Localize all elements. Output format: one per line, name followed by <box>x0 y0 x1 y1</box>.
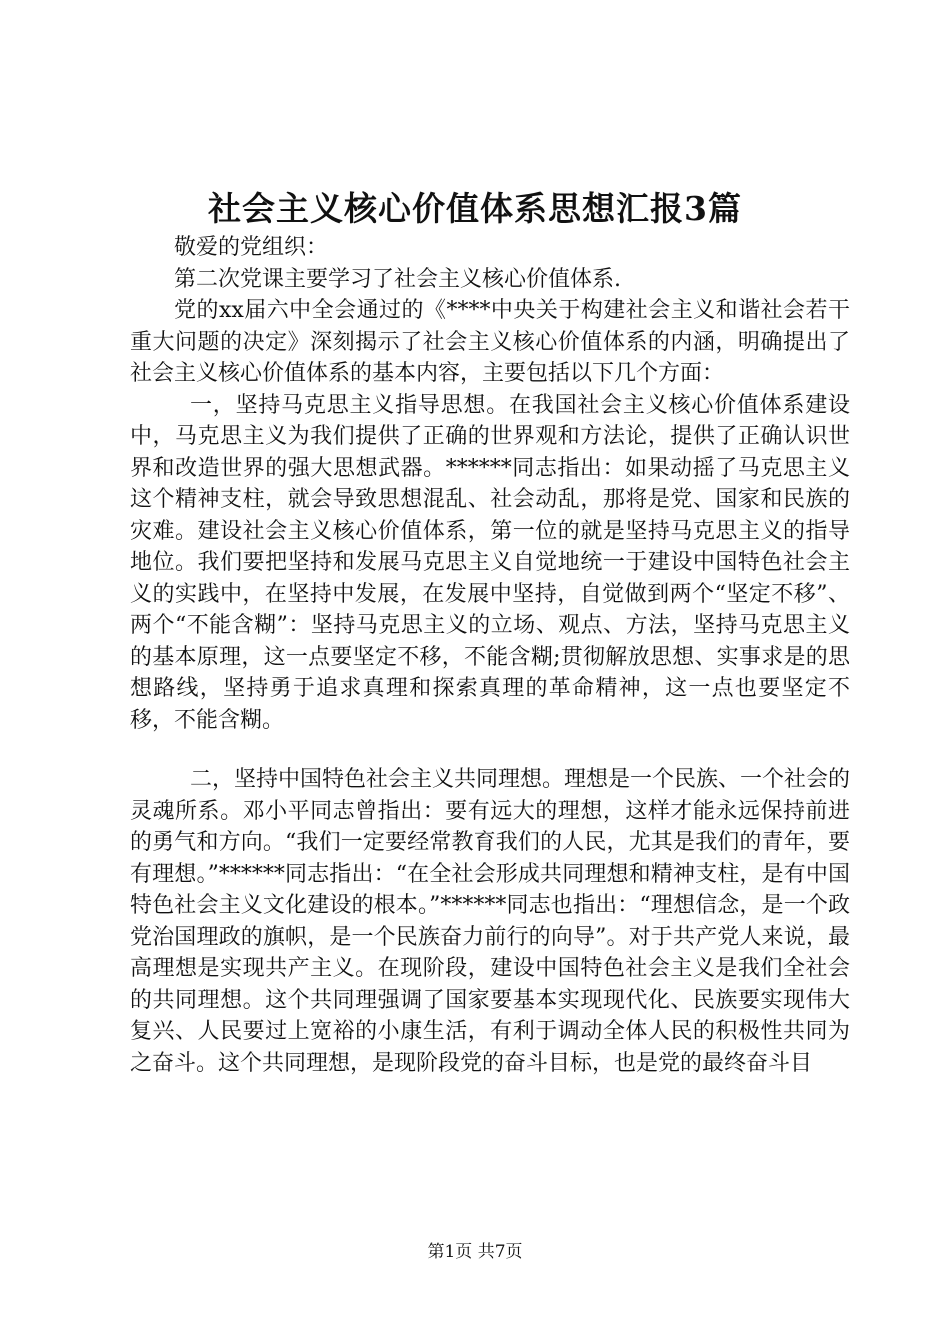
document-title: 社会主义核心价值体系思想汇报3篇 <box>208 189 742 228</box>
document-body <box>130 232 850 1079</box>
page-number: 第1页 共7页 <box>427 1242 523 1262</box>
paragraph-intro: 第二次党课主要学习了社会主义核心价值体系. <box>174 266 621 292</box>
paragraph-point-two: 二，坚持中国特色社会主义共同理想。理想是一个民族、一个社会的灵魂所系。邓小平同志曾指出：要有远大的理想，这样才能永远保持前进的勇气和方向。“我们一定要经常教育我们的人民，尤其是我们的青年，要有理想。”******同志指出：“在全社会形成共同理想和精神支柱，是有中国特色社会主义文化建设的根本。”******同志也指出：“理想信念，是一个政党治国理政的旗帜，是一个民族奋力前行的向导”。对于共产党人来说，最高理想是实现共产主义。在现阶段，建设中国特色社会主义是我们全社会的共同理想。这个共同理强调了国家要基本实现现代化、民族要实现伟大复兴、人民要过上宽裕的小康生活，有利于调动全体人民的积极性共同为之奋斗。这个共同理想，是现阶段党的奋斗目标，也是党的最终奋斗目 <box>130 767 851 1076</box>
paragraph-point-one: 一，坚持马克思主义指导思想。在我国社会主义核心价值体系建设中，马克思主义为我们提供了正确的世界观和方法论，提供了正确认识世界和改造世界的强大思想武器。******同志指出：如果动摇了马克思主义这个精神支柱，就会导致思想混乱、社会动乱，那将是党、国家和民族的灾难。建设社会主义核心价值体系，第一位的就是坚持马克思主义的指导地位。我们要把坚持和发展马克思主义自觉地统一于建设中国特色社会主义的实践中，在坚持中发展，在发展中坚持，自觉做到两个“坚定不移”、两个“不能含糊”：坚持马克思主义的立场、观点、方法，坚持马克思主义的基本原理，这一点要坚定不移，不能含糊;贯彻解放思想、实事求是的思想路线，坚持勇于追求真理和探索真理的革命精神，这一点也要坚定不移，不能含糊。 <box>130 392 850 733</box>
salutation: 敬爱的党组织： <box>174 235 329 260</box>
paragraph-decision: 党的xx届六中全会通过的《****中央关于构建社会主义和谐社会若干重大问题的决定》深刻揭示了社会主义核心价值体系的内涵，明确提出了社会主义核心价值体系的基本内容，主要包括以下几个方面： <box>130 298 850 386</box>
